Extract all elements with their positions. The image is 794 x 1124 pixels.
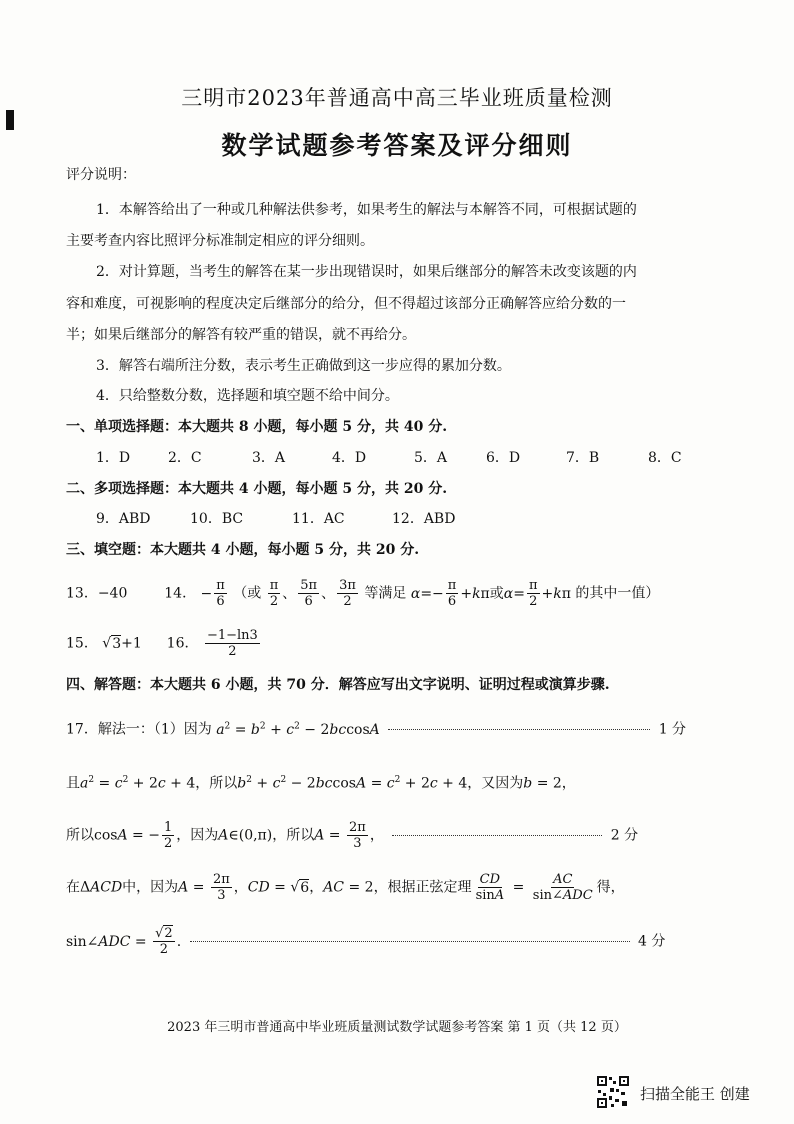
- answer-item: 3．A: [252, 450, 286, 466]
- note-line: 半；如果后继部分的解答有较严重的错误，就不再给分。: [66, 327, 416, 343]
- answer-15-label: 15．: [66, 635, 98, 652]
- answer-14-or: （或: [233, 585, 262, 602]
- score-label: 4 分: [638, 933, 666, 950]
- section-heading: 三、填空题：本大题共 4 小题，每小题 5 分，共 20 分.: [66, 542, 420, 558]
- section-heading: 一、单项选择题：本大题共 8 小题，每小题 5 分，共 40 分.: [66, 419, 448, 435]
- document-title: 三明市2023年普通高中高三毕业班质量检测: [181, 86, 613, 110]
- math-cosine-law: $a^2 = b^2 + c^2 - 2bccosA$: [216, 721, 380, 738]
- answer-16-label: 16．: [166, 635, 199, 652]
- math-14: − $\frac{\pi}{6}$: [200, 578, 225, 609]
- answer-item: 5．A: [414, 450, 448, 466]
- fill-row-13-14: [66, 578, 659, 609]
- q17-text: 得，: [596, 879, 625, 896]
- note-line: 3．解答右端所注分数，表示考生正确做到这一步应得的累加分数。: [96, 358, 511, 374]
- note-line: 容和难度，可视影响的程度决定后继部分的给分，但不得超过该部分正确解答应给分数的一: [66, 296, 626, 312]
- note-line: 2．对计算题，当考生的解答在某一步出现错误时，如果后继部分的解答未改变该题的内: [96, 264, 637, 280]
- answer-item: 12．ABD: [392, 511, 456, 527]
- note-line: 1．本解答给出了一种或几种解法供参考，如果考生的解法与本解答不同，可根据试题的: [96, 202, 637, 218]
- q17-line-1: [66, 716, 686, 740]
- math-14-alt: $\frac{\pi}{2}$ 、 $\frac{5\pi}{6}$ 、 $\frac{3\pi}{2}$: [269, 578, 356, 609]
- answer-item: 11．AC: [292, 511, 345, 527]
- answer-item: 8．C: [648, 450, 682, 466]
- math-16: [205, 628, 260, 659]
- page-footer: 2023 年三明市普通高中毕业班质量测试数学试题参考答案 第 1 页（共 12 页）: [167, 1020, 627, 1035]
- section-heading: 四、解答题：本大题共 6 小题，共 70 分．解答应写出文字说明、证明过程或演算步骤.: [66, 677, 610, 693]
- answer-item: 1．D: [96, 450, 131, 466]
- scanner-brand-label: 扫描全能王 创建: [640, 1085, 750, 1103]
- note-line: 主要考查内容比照评分标准制定相应的评分细则。: [66, 233, 374, 249]
- q17-line-3: 所以cosA = − $\frac{1}{2}$ ，因为A∈(0,π)，所以A = $\frac{2\pi}{3}$ ， 2 分: [66, 820, 639, 851]
- answer-14-label: 14．: [164, 585, 197, 602]
- q17-text: ，根据正弦定理: [373, 879, 472, 896]
- qr-code-icon: [596, 1075, 630, 1109]
- answer-item: 6．D: [486, 450, 521, 466]
- math-15: √3+1: [102, 635, 142, 652]
- q17-text: 中，因为: [122, 879, 179, 896]
- note-line: 4．只给整数分数，选择题和填空题不给中间分。: [96, 388, 399, 404]
- math-sin-adc: sin∠ADC = $\frac{√2}{2}$ .: [66, 926, 182, 957]
- answer-item: 7．B: [566, 450, 600, 466]
- section-heading: 二、多项选择题：本大题共 4 小题，每小题 5 分，共 20 分.: [66, 481, 448, 497]
- answer-16-denominator: 2: [228, 644, 237, 659]
- answer-14-end: 的其中一值）: [575, 585, 660, 602]
- fill-row-15-16: [66, 628, 262, 659]
- answer-item: 4．D: [332, 450, 367, 466]
- notes-heading: 评分说明：: [66, 167, 136, 183]
- q17-text: ，因为: [176, 827, 219, 844]
- answer-item: 2．C: [168, 450, 202, 466]
- answer-item: 9．ABD: [96, 511, 151, 527]
- q17-line-4: 在ΔACD中，因为A = $\frac{2\pi}{3}$ ，CD = √6，AC = 2，根据正弦定理 $\frac{CD}{\sin A}$ = $\frac{AC}{\text{sin∠ADC}}$ 得，: [66, 872, 625, 903]
- document-subtitle: 数学试题参考答案及评分细则: [221, 131, 573, 160]
- answer-14-tail: 等满足: [364, 585, 407, 602]
- math-14-cond: α=− $\frac{\pi}{6}$ +kπ或α= $\frac{\pi}{2}$ +kπ: [410, 578, 571, 609]
- q17-text: 在: [66, 879, 80, 896]
- answer-16-numerator: −1−ln3: [206, 628, 258, 643]
- answer-item: 10．BC: [190, 511, 244, 527]
- q17-text: ，又因为: [467, 775, 524, 792]
- score-label: 1 分: [658, 721, 687, 738]
- score-label: 2 分: [610, 827, 639, 844]
- q17-text: 所以: [66, 827, 94, 844]
- q17-text: ，所以: [272, 827, 315, 844]
- answer-13: 13．−40: [66, 585, 128, 602]
- q17-line-5: [66, 926, 665, 957]
- q17-text: ，所以: [195, 775, 238, 792]
- q17-line-2: 且$a^2 = c^2 + 2c + 4$，所以$b^2 + c^2 - 2bccosA = c^2 + 2c + 4$，又因为b = 2，: [66, 775, 576, 792]
- q17-text: 且: [66, 775, 80, 792]
- q17-prefix: 17．解法一：（1）因为: [66, 721, 212, 738]
